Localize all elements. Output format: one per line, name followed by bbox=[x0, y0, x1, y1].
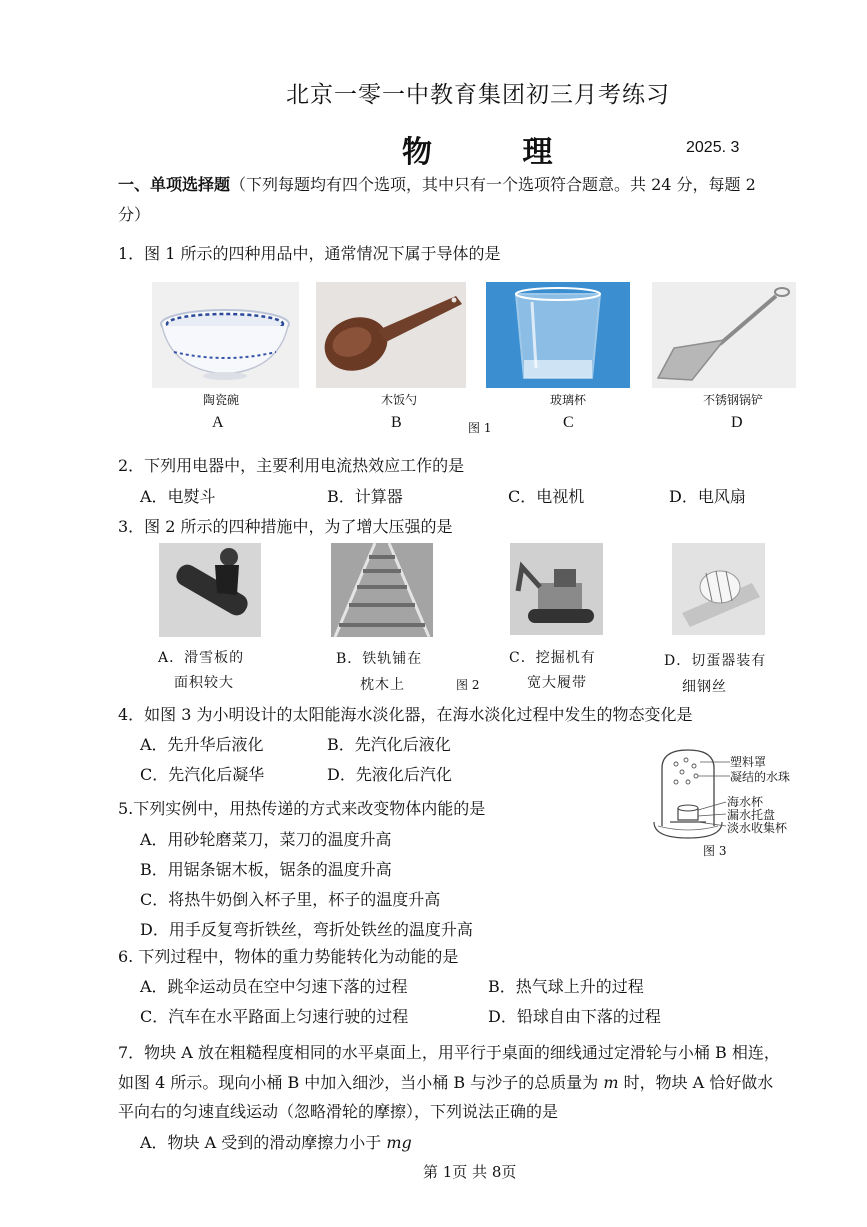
section-instructions-cont: 分） bbox=[118, 205, 151, 224]
q5-stem: 5.下列实例中，用热传递的方式来改变物体内能的是 bbox=[118, 799, 486, 818]
q4-option-c: C．先汽化后凝华 bbox=[140, 765, 265, 784]
q2-option-a: A．电熨斗 bbox=[140, 487, 216, 506]
q3-option-a-line2: 面积较大 bbox=[174, 675, 234, 691]
subject-title: 物 理 bbox=[402, 135, 593, 170]
q7-mass-variable: m bbox=[603, 1073, 619, 1092]
figure-3-label: 图 3 bbox=[703, 844, 727, 858]
q1-option-b-letter: B bbox=[391, 414, 402, 431]
q7-option-a-variable: mg bbox=[386, 1133, 412, 1152]
diagram-label-cover: 塑料罩 bbox=[730, 755, 767, 769]
q4-option-d: D．先液化后汽化 bbox=[327, 765, 452, 784]
q1-option-a-name: 陶瓷碗 bbox=[203, 393, 240, 407]
q5-option-b: B．用锯条锯木板，锯条的温度升高 bbox=[140, 860, 392, 879]
q3-option-b-line1: B．铁轨铺在 bbox=[336, 651, 423, 667]
q3-option-b-line2: 枕木上 bbox=[360, 677, 405, 693]
glass-cup-image bbox=[486, 282, 630, 388]
q4-stem: 4．如图 3 为小明设计的太阳能海水淡化器，在海水淡化过程中发生的物态变化是 bbox=[118, 705, 693, 724]
q6-stem: 6. 下列过程中，物体的重力势能转化为动能的是 bbox=[118, 947, 459, 966]
snowboard-image bbox=[159, 543, 261, 637]
q6-option-a: A．跳伞运动员在空中匀速下落的过程 bbox=[140, 977, 408, 996]
q5-option-a: A．用砂轮磨菜刀，菜刀的温度升高 bbox=[140, 830, 392, 849]
figure-1-label: 图 1 bbox=[468, 421, 492, 435]
q7-stem-line2 bbox=[118, 1073, 773, 1093]
q7-option-a-text: A．物块 A 受到的滑动摩擦力小于 bbox=[140, 1133, 387, 1152]
railway-track-image bbox=[331, 543, 433, 637]
q6-option-d: D．铅球自由下落的过程 bbox=[488, 1007, 661, 1026]
excavator-image bbox=[510, 543, 603, 635]
q1-option-a-letter: A bbox=[212, 414, 224, 431]
q3-option-c-line1: C．挖掘机有 bbox=[509, 650, 596, 666]
q3-option-d-line2: 细钢丝 bbox=[682, 679, 727, 695]
section-heading bbox=[118, 175, 756, 195]
q3-option-d-line1: D．切蛋器装有 bbox=[664, 653, 767, 669]
q7-stem-line1: 7．物块 A 放在粗糙程度相同的水平桌面上，用平行于桌面的细线通过定滑轮与小桶 B 相连， bbox=[118, 1043, 780, 1062]
q2-option-c: C．电视机 bbox=[508, 487, 585, 506]
q2-option-d: D．电风扇 bbox=[669, 487, 746, 506]
page-number: 第 1页 共 8页 bbox=[423, 1163, 517, 1181]
q2-stem: 2．下列用电器中，主要利用电流热效应工作的是 bbox=[118, 456, 465, 475]
q1-option-d-name: 不锈钢锅铲 bbox=[703, 393, 764, 407]
q4-option-a: A．先升华后液化 bbox=[140, 735, 264, 754]
wooden-spoon-image bbox=[316, 282, 466, 388]
section-heading-label: 一、单项选择题 bbox=[118, 175, 231, 194]
diagram-label-tray: 漏水托盘 bbox=[727, 808, 776, 822]
q7-stem-line2-b: 时，物块 A 恰好做水 bbox=[618, 1073, 774, 1092]
q1-stem: 1．图 1 所示的四种用品中，通常情况下属于导体的是 bbox=[118, 244, 501, 263]
q4-option-b: B．先汽化后液化 bbox=[327, 735, 451, 754]
diagram-label-seawater-cup: 海水杯 bbox=[727, 795, 764, 809]
q1-option-b-name: 木饭勺 bbox=[381, 393, 418, 407]
stainless-spatula-image bbox=[652, 282, 796, 388]
section-instructions: （下列每题均有四个选项，其中只有一个选项符合题意。共 24 分，每题 2 bbox=[230, 175, 756, 194]
q3-option-c-line2: 宽大履带 bbox=[527, 675, 587, 691]
q1-option-c-name: 玻璃杯 bbox=[550, 393, 587, 407]
q1-option-d-letter: D bbox=[731, 414, 743, 431]
q3-stem: 3．图 2 所示的四种措施中，为了增大压强的是 bbox=[118, 517, 453, 536]
ceramic-bowl-image bbox=[152, 282, 299, 388]
q5-option-c: C．将热牛奶倒入杯子里，杯子的温度升高 bbox=[140, 890, 441, 909]
q6-option-c: C．汽车在水平路面上匀速行驶的过程 bbox=[140, 1007, 409, 1026]
q7-stem-line3: 平向右的匀速直线运动（忽略滑轮的摩擦），下列说法正确的是 bbox=[118, 1102, 559, 1121]
q5-option-d: D．用手反复弯折铁丝，弯折处铁丝的温度升高 bbox=[140, 920, 473, 939]
document-title: 北京一零一中教育集团初三月考练习 bbox=[286, 82, 670, 108]
q2-option-b: B．计算器 bbox=[327, 487, 403, 506]
figure-2-label: 图 2 bbox=[456, 678, 480, 692]
exam-date: 2025. 3 bbox=[686, 139, 740, 156]
q6-option-b: B．热气球上升的过程 bbox=[488, 977, 644, 996]
egg-slicer-image bbox=[672, 543, 765, 635]
diagram-label-fresh-water-cup: 淡水收集杯 bbox=[727, 821, 788, 835]
q7-option-a bbox=[140, 1133, 412, 1153]
diagram-label-droplets: 凝结的水珠 bbox=[730, 770, 791, 784]
q7-stem-line2-a: 如图 4 所示。现向小桶 B 中加入细沙，当小桶 B 与沙子的总质量为 bbox=[118, 1073, 604, 1092]
q1-option-c-letter: C bbox=[563, 414, 574, 431]
q3-option-a-line1: A．滑雪板的 bbox=[158, 650, 245, 666]
